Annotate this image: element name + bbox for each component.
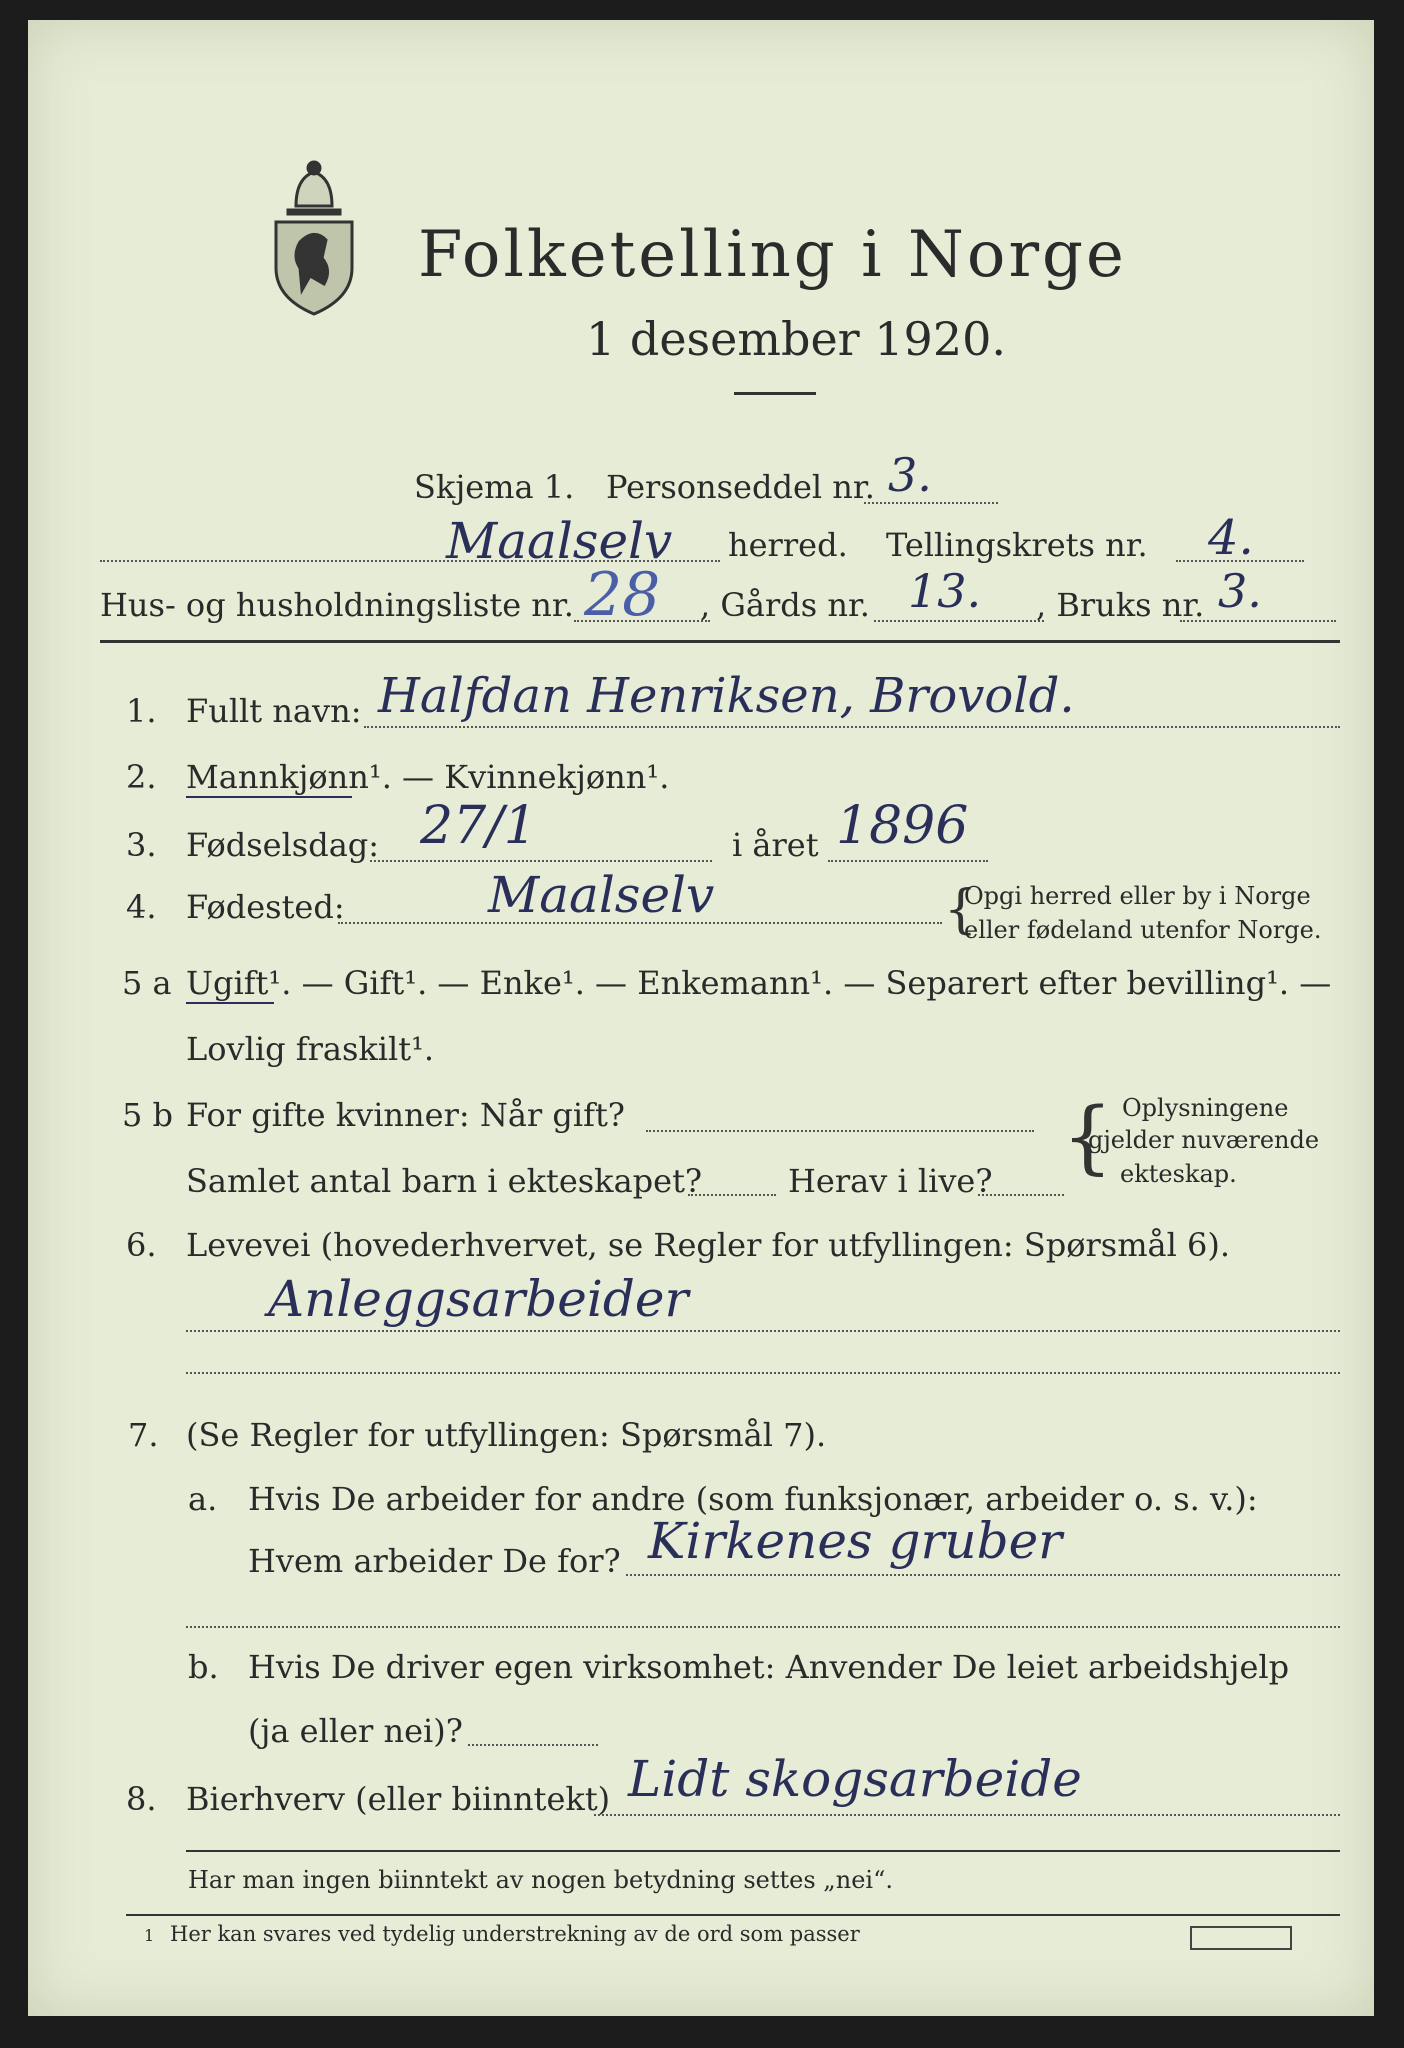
q5b-note-2: gjelder nuværende	[1088, 1126, 1320, 1154]
census-form	[28, 20, 1374, 2016]
q3-day-value: 27/1	[420, 796, 537, 856]
herred-value: Maalselv	[446, 512, 673, 570]
q3-day-line	[370, 860, 712, 862]
q4-label: Fødested:	[186, 888, 345, 926]
q7a-letter: a.	[188, 1480, 218, 1518]
header-rule	[100, 640, 1340, 643]
q4-number: 4.	[126, 888, 157, 926]
personseddel-line	[864, 502, 998, 504]
q7a-line-2	[186, 1626, 1340, 1628]
q5b-note-3: ekteskap.	[1120, 1160, 1237, 1188]
coat-of-arms-icon	[266, 158, 362, 316]
personseddel-value: 3.	[888, 448, 932, 502]
footnote-mark: 1	[144, 1926, 155, 1945]
form-date: 1 desember 1920.	[586, 312, 1006, 366]
q2-number: 2.	[126, 758, 157, 796]
q1-number: 1.	[126, 692, 157, 730]
tellingskrets-value: 4.	[1208, 510, 1254, 566]
q6-number: 6.	[126, 1226, 157, 1264]
tellingskrets-label: Tellingskrets nr.	[886, 526, 1148, 564]
printer-stamp	[1190, 1926, 1292, 1950]
bruks-label: , Bruks nr.	[1036, 586, 1205, 624]
title-divider	[734, 392, 816, 395]
q7b-line	[468, 1744, 598, 1746]
q1-line	[364, 726, 1340, 728]
gards-value: 13.	[908, 564, 982, 618]
q3-year-line	[828, 860, 988, 862]
q8-line	[594, 1814, 1340, 1816]
gards-label: , Gårds nr.	[700, 586, 870, 624]
q3-year-value: 1896	[836, 796, 969, 856]
form-title: Folketelling i Norge	[418, 218, 1127, 292]
q7a-line	[626, 1574, 1340, 1576]
q5a-underline	[186, 1002, 274, 1004]
q6-label: Levevei (hovederhvervet, se Regler for utfyllingen: Spørsmål 6).	[186, 1226, 1231, 1264]
bruks-value: 3.	[1218, 564, 1262, 618]
q5b-label-2: Samlet antal barn i ekteskapet?	[186, 1162, 703, 1200]
q4-note-1: Opgi herred eller by i Norge	[964, 882, 1311, 910]
q3-number: 3.	[126, 826, 157, 864]
q8-value: Lidt skogsarbeide	[628, 1750, 1082, 1808]
q2-text: Mannkjønn¹. — Kvinnekjønn¹.	[186, 758, 670, 796]
q5b-alive-line	[978, 1194, 1064, 1196]
q8-label: Bierhverv (eller biinntekt)	[186, 1780, 611, 1818]
q6-value: Anleggsarbeider	[268, 1270, 689, 1328]
q4-note-2: eller fødeland utenfor Norge.	[964, 916, 1322, 944]
footnote-rule	[126, 1914, 1340, 1916]
q7b-letter: b.	[188, 1648, 219, 1686]
footer-note: Har man ingen biinntekt av nogen betydning settes „nei“.	[188, 1866, 893, 1894]
q6-line-2	[186, 1372, 1340, 1374]
q5b-brace: {	[1062, 1090, 1113, 1183]
gards-line	[874, 620, 1044, 622]
q4-value: Maalselv	[488, 866, 715, 924]
footnote-text: Her kan svares ved tydelig understrekning av de ord som passer	[170, 1922, 860, 1946]
q6-line-1	[186, 1330, 1340, 1332]
q1-label: Fullt navn:	[186, 692, 362, 730]
q5a-text: Ugift¹. — Gift¹. — Enke¹. — Enkemann¹. — Separert efter bevilling¹. —	[186, 964, 1332, 1002]
personseddel-label: Personseddel nr.	[606, 468, 875, 506]
q5b-label-3: Herav i live?	[788, 1162, 993, 1200]
q5b-children-line	[688, 1194, 776, 1196]
q7b-text: Hvis De driver egen virksomhet: Anvender De leiet arbeidshjelp	[248, 1648, 1290, 1686]
bruks-line	[1180, 620, 1336, 622]
husliste-value: 28	[584, 560, 661, 630]
q5b-number: 5 b	[122, 1096, 174, 1134]
q3-label: Fødselsdag:	[186, 826, 380, 864]
q7b-text-2: (ja eller nei)?	[248, 1712, 463, 1750]
q5a-text-2: Lovlig fraskilt¹.	[186, 1030, 435, 1068]
q5b-note-1: Oplysningene	[1122, 1094, 1289, 1122]
q5b-label-1: For gifte kvinner: Når gift?	[186, 1096, 625, 1134]
q4-brace: {	[944, 880, 978, 940]
q7a-text-2: Hvem arbeider De for?	[248, 1542, 621, 1580]
footer-rule	[186, 1850, 1340, 1852]
q7-number: 7.	[128, 1416, 159, 1454]
q7a-value: Kirkenes gruber	[648, 1512, 1063, 1570]
q2-underline	[186, 796, 352, 798]
herred-label: herred.	[728, 526, 848, 564]
q7-label: (Se Regler for utfyllingen: Spørsmål 7).	[186, 1416, 827, 1454]
q1-value: Halfdan Henriksen, Brovold.	[378, 668, 1075, 724]
skjema-label: Skjema 1.	[414, 468, 575, 506]
q5b-married-line	[646, 1130, 1034, 1132]
q8-number: 8.	[126, 1780, 157, 1818]
q5a-number: 5 a	[122, 964, 172, 1002]
husliste-label: Hus- og husholdningsliste nr.	[100, 586, 574, 624]
q7a-text: Hvis De arbeider for andre (som funksjonær, arbeider o. s. v.):	[248, 1480, 1258, 1518]
q3-year-label: i året	[732, 826, 819, 864]
